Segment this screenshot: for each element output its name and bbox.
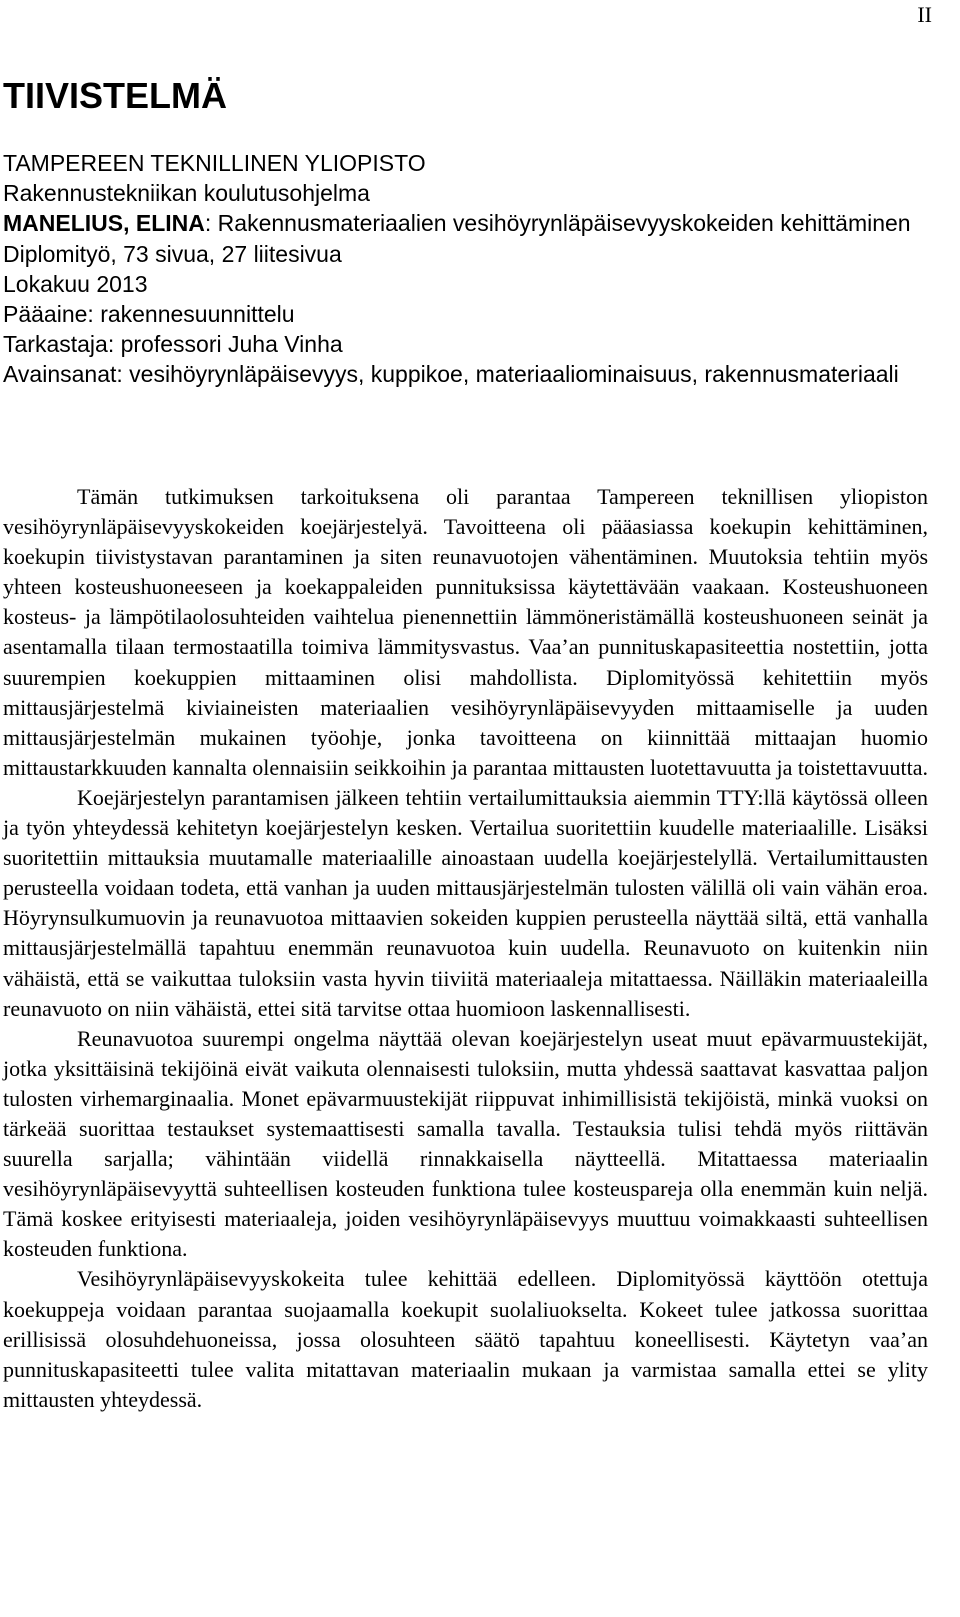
- examiner: Tarkastaja: professori Juha Vinha: [3, 331, 343, 358]
- degree-programme: Rakennustekniikan koulutusohjelma: [3, 180, 370, 207]
- page-title: TIIVISTELMÄ: [3, 75, 227, 116]
- abstract-paragraph: Tämän tutkimuksen tarkoituksena oli parantaa Tampereen teknillisen yliopiston vesihöyrynläpäisevyyskokeiden koejärjestelyä. Tavoitteena oli pääasiassa koekupin kehittäminen, koekupin tiivistystavan parantaminen ja siten reunavuotojen vähentäminen. Muutoksia tehtiin myös yhteen kosteushuoneeseen ja koekappaleiden punnituksissa käytettävään vaakaan. Kosteushuoneen kosteus- ja lämpötilaolosuhteiden vaihtelua pienennettiin lämmöneristämällä kosteushuoneen seinät ja asentamalla tilaan termostaatilla toimiva lämmitysvastus. Vaa’an punnituskapasiteettia nostettiin, jotta suurempien koekuppien mittaaminen olisi mahdollista. Diplomityössä kehitettiin myös mittausjärjestelmä kiviaineisten materiaalien vesihöyrynläpäisevyyden mittaamiselle ja uuden mittausjärjestelmän mukainen työohje, jonka tavoitteena on kiinnittää mittaajan huomio mittaustarkkuuden kannalta olennaisiin seikkoihin ja parantaa mittausten luotettavuutta ja toistettavuutta.: [3, 484, 928, 780]
- keywords: Avainsanat: vesihöyrynläpäisevyys, kuppikoe, materiaaliominaisuus, rakennusmateriaali: [3, 361, 899, 388]
- thesis-date: Lokakuu 2013: [3, 270, 148, 297]
- major-subject: Pääaine: rakennesuunnittelu: [3, 301, 295, 328]
- abstract-body: [3, 482, 928, 1415]
- abstract-paragraph: Vesihöyrynläpäisevyyskokeita tulee kehittää edelleen. Diplomityössä käyttöön otettuja koekuppeja voidaan parantaa suojaamalla koekupit suolaliuokselta. Kokeet tulee jatkossa suorittaa erillisissä olosuhdehuoneissa, jossa olosuhteen säätö tapahtuu koneellisesti. Käytetyn vaa’an punnituskapasiteetti tulee valita mitattavan materiaalin mukaan ja varmistaa samalla ettei se ylity mittausten yhteydessä.: [3, 1266, 928, 1412]
- author-separator: :: [204, 210, 218, 237]
- page-number: II: [917, 2, 932, 27]
- thesis-title: Rakennusmateriaalien vesihöyrynläpäisevyyskokeiden kehittäminen: [217, 210, 911, 237]
- author-name: MANELIUS, ELINA: [3, 210, 205, 237]
- author-and-title: [3, 208, 923, 238]
- university-name: TAMPEREEN TEKNILLINEN YLIOPISTO: [3, 150, 426, 176]
- thesis-info: Diplomityö, 73 sivua, 27 liitesivua: [3, 240, 342, 267]
- abstract-paragraph: Reunavuotoa suurempi ongelma näyttää olevan koejärjestelyn useat muut epävarmuustekijät, jotka yksittäisinä tekijöinä eivät vaikuta olennaisesti tuloksiin, mutta yhdessä saattavat kasvattaa paljon tulosten virhemarginaalia. Monet epävarmuustekijät riippuvat inhimillisistä tekijöistä, minkä vuoksi on tärkeää suorittaa testaukset systemaattisesti samalla tavalla. Testauksia tulisi tehdä myös riittävän suurella sarjalla; vähintään viidellä rinnakkaisella näytteellä. Mitattaessa materiaalin vesihöyrynläpäisevyyttä suhteellisen kosteuden funktiona tulee kosteuspareja olla enemmän kuin neljä. Tämä koskee erityisesti materiaaleja, joiden vesihöyrynläpäisevyys muuttuu voimakkaasti suhteellisen kosteuden funktiona.: [3, 1025, 928, 1262]
- thesis-metadata: [3, 148, 923, 390]
- abstract-paragraph: Koejärjestelyn parantamisen jälkeen tehtiin vertailumittauksia aiemmin TTY:llä käytössä olleen ja työn yhteydessä kehitetyn koejärjestelyn kesken. Vertailua suoritettiin kuudelle materiaalille. Lisäksi suoritettiin mittauksia muutamalle materiaalille ainoastaan uudella koejärjestelyllä. Vertailumittausten perusteella voidaan todeta, että vanhan ja uuden mittausjärjestelmän tulosten välillä oli vain vähän eroa. Höyrynsulkumuovin ja reunavuotoa mittaavien sokeiden kuppien perusteella näyttää siltä, että vanhalla mittausjärjestelmällä tapahtuu enemmän reunavuotoa kuin uudella. Reunavuoto on kuitenkin niin vähäistä, että se vaikuttaa tuloksiin vasta hyvin tiiviitä materiaaleja mitattaessa. Näilläkin materiaaleilla reunavuoto on niin vähäistä, ettei sitä tarvitse ottaa huomioon laskennallisesti.: [3, 784, 928, 1021]
